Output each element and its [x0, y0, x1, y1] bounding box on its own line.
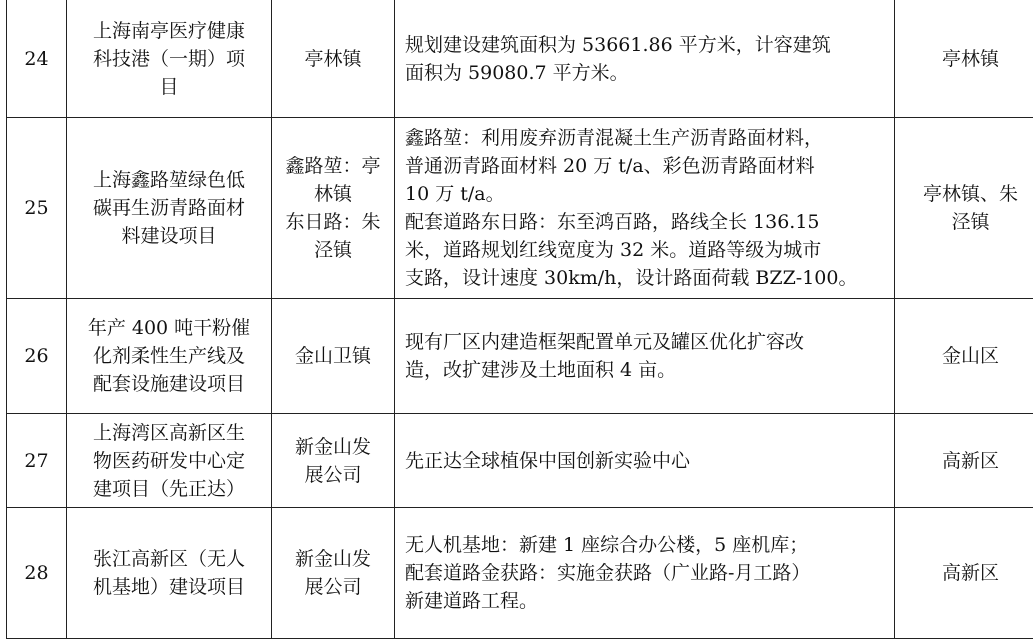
location-line: 金山卫镇 [294, 345, 371, 367]
row-number: 25 [7, 118, 67, 299]
project-name-line: 化剂柔性生产线及 [92, 345, 245, 367]
location-line: 新金山发 [294, 548, 371, 570]
description-line: 普通沥青路面材料 20 万 t/a、彩色沥青路面材料 [405, 155, 815, 177]
project-location [272, 0, 395, 118]
description-line: 无人机基地：新建 1 座综合办公楼，5 座机库； [405, 534, 809, 556]
row-number: 27 [7, 414, 67, 508]
row-number: 26 [7, 299, 67, 414]
project-description [395, 118, 895, 299]
project-description [395, 508, 895, 639]
description-line: 先正达全球植保中国创新实验中心 [405, 449, 691, 472]
area-line: 高新区 [941, 562, 999, 584]
table-row [7, 508, 1033, 639]
description-line: 配套道路东日路：东至鸿百路，路线全长 136.15 [405, 211, 820, 233]
project-name [67, 118, 272, 299]
project-name-line: 张江高新区（无人 [92, 548, 245, 570]
area-line: 泾镇 [951, 211, 990, 233]
location-line: 展公司 [304, 463, 362, 486]
project-description [395, 299, 895, 414]
location-line: 鑫路堃：亭 [285, 155, 381, 177]
project-location [272, 118, 395, 299]
description-line: 10 万 t/a。 [405, 183, 505, 205]
area-line: 高新区 [941, 449, 999, 472]
project-name-line: 上海鑫路堃绿色低 [92, 169, 245, 191]
project-name-line: 机基地）建设项目 [92, 576, 245, 598]
row-number: 24 [7, 0, 67, 118]
area-line: 亭林镇 [941, 47, 999, 70]
project-name-line: 碳再生沥青路面材 [92, 197, 245, 219]
project-location [272, 414, 395, 508]
project-description [395, 414, 895, 508]
table-row [7, 299, 1033, 414]
project-description [395, 0, 895, 118]
project-location [272, 508, 395, 639]
description-line: 鑫路堃：利用废弃沥青混凝土生产沥青路面材料， [405, 127, 824, 149]
description-line: 现有厂区内建造框架配置单元及罐区优化扩容改 [405, 331, 805, 353]
project-name-line: 目 [159, 75, 179, 98]
project-name-line: 物医药研发中心定 [92, 449, 245, 472]
location-line: 展公司 [304, 576, 362, 598]
description-line: 配套道路金获路：实施金获路（广业路-月工路） [405, 562, 811, 584]
project-name-line: 上海南亭医疗健康 [92, 19, 245, 42]
area-line: 金山区 [941, 345, 999, 367]
project-name-line: 料建设项目 [121, 225, 217, 247]
location-line: 泾镇 [313, 239, 352, 261]
location-line: 新金山发 [294, 435, 371, 458]
project-area [895, 0, 1033, 118]
project-area [895, 299, 1033, 414]
project-area [895, 118, 1033, 299]
description-line: 新建道路工程。 [405, 590, 539, 612]
table-row [7, 414, 1033, 508]
area-line: 亭林镇、朱 [922, 183, 1018, 205]
description-line: 面积为 59080.7 平方米。 [405, 61, 629, 84]
location-line: 亭林镇 [304, 47, 362, 70]
description-line: 规划建设建筑面积为 53661.86 平方米，计容建筑 [405, 33, 831, 56]
project-name [67, 0, 272, 118]
project-area [895, 414, 1033, 508]
location-line: 东日路：朱 [285, 211, 381, 233]
project-name [67, 299, 272, 414]
description-line: 支路，设计速度 30km/h，设计路面荷载 BZZ-100。 [405, 267, 858, 289]
table-row [7, 118, 1033, 299]
row-number: 28 [7, 508, 67, 639]
table-row [7, 0, 1033, 118]
project-name-line: 科技港（一期）项 [92, 47, 245, 70]
project-location [272, 299, 395, 414]
location-line: 林镇 [313, 183, 352, 205]
project-name-line: 配套设施建设项目 [92, 373, 245, 395]
project-area [895, 508, 1033, 639]
project-name [67, 414, 272, 508]
project-name-line: 年产 400 吨干粉催 [87, 317, 251, 339]
project-name [67, 508, 272, 639]
project-name-line: 建项目（先正达） [92, 477, 245, 500]
description-line: 米，道路规划红线宽度为 32 米。道路等级为城市 [405, 239, 822, 261]
description-line: 造，改扩建涉及土地面积 4 亩。 [405, 359, 677, 381]
project-table [6, 0, 1033, 639]
project-name-line: 上海湾区高新区生 [92, 421, 245, 444]
